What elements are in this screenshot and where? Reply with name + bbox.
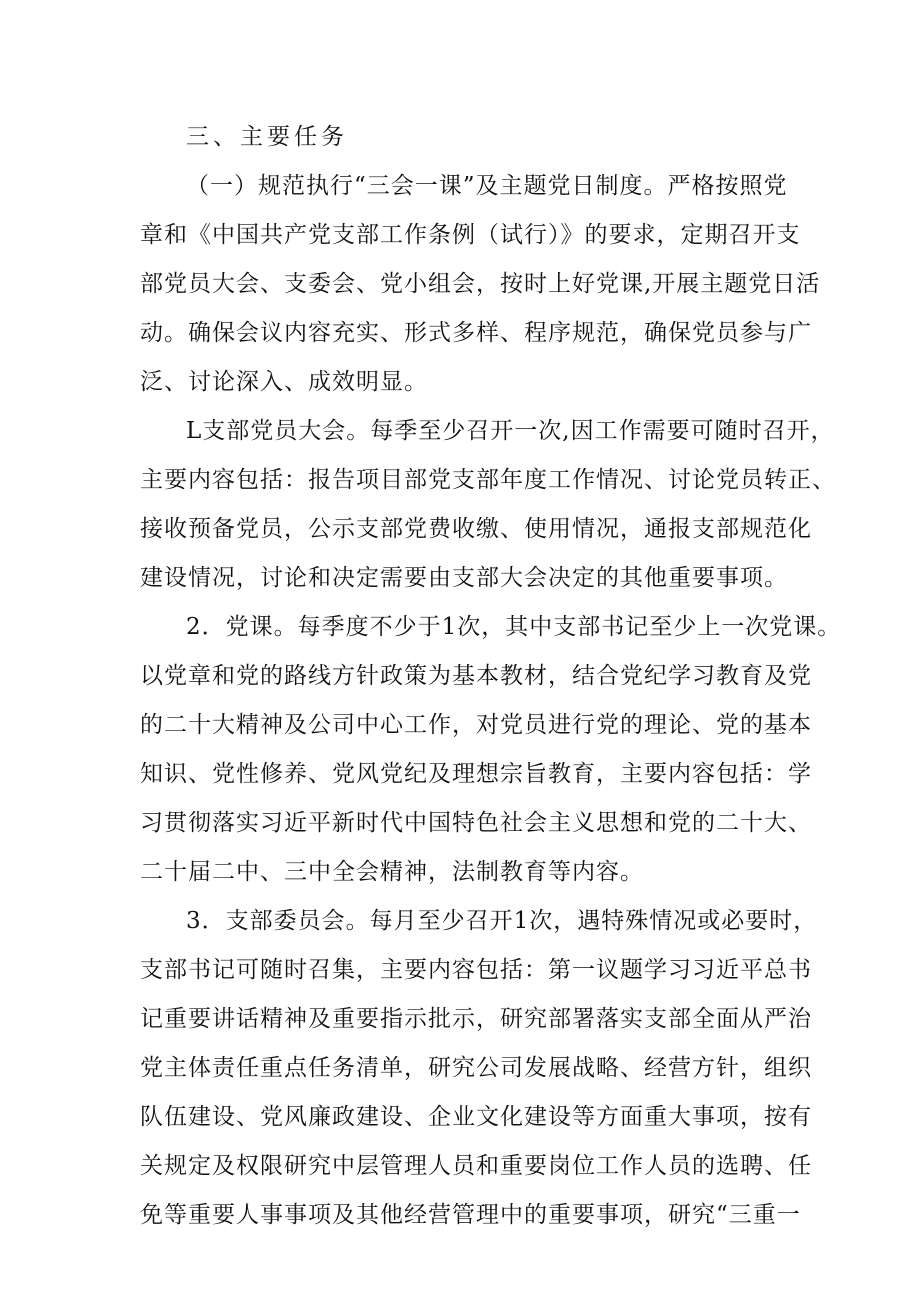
paragraph-line: 2．党课。每季度不少于1次，其中支部书记至少上一次党课。 <box>186 614 842 640</box>
paragraph-line: 习贯彻落实习近平新时代中国特色社会主义思想和党的二十大、 <box>140 810 812 836</box>
paragraph-line: 主要内容包括：报告项目部党支部年度工作情况、讨论党员转正、 <box>140 467 836 493</box>
paragraph-line: 以党章和党的路线方针政策为基本教材，结合党纪学习教育及党 <box>140 663 812 689</box>
paragraph-line: 记重要讲话精神及重要指示批示，研究部署落实支部全面从严治 <box>140 1006 812 1032</box>
paragraph-line: 的二十大精神及公司中心工作，对党员进行党的理论、党的基本 <box>140 712 812 738</box>
paragraph-line: 动。确保会议内容充实、形式多样、程序规范，确保党员参与广 <box>140 320 812 346</box>
paragraph-line: 队伍建设、党风廉政建设、企业文化建设等方面重大事项，按有 <box>140 1104 812 1130</box>
paragraph-line: 3．支部委员会。每月至少召开1次，遇特殊情况或必要时， <box>186 908 818 934</box>
paragraph-line: 接收预备党员，公示支部党费收缴、使用情况，通报支部规范化 <box>140 516 812 542</box>
paragraph-line: L支部党员大会。每季至少召开一次,因工作需要可随时召开， <box>186 418 835 444</box>
paragraph-line: 关规定及权限研究中层管理人员和重要岗位工作人员的选聘、任 <box>140 1153 812 1179</box>
section-heading: 三、主要任务 <box>186 124 348 150</box>
paragraph-line: 章和《中国共产党支部工作条例（试行）》的要求，定期召开支 <box>140 222 801 248</box>
paragraph-line: 免等重要人事事项及其他经营管理中的重要事项，研究“三重一 <box>140 1202 801 1228</box>
paragraph-line: 泛、讨论深入、成效明显。 <box>140 369 428 395</box>
paragraph-line: 知识、党性修养、党风党纪及理想宗旨教育，主要内容包括：学 <box>140 761 812 787</box>
paragraph-line: 党主体责任重点任务清单，研究公司发展战略、经营方针，组织 <box>140 1055 812 1081</box>
paragraph-line: 部党员大会、支委会、党小组会，按时上好党课,开展主题党日活 <box>140 271 821 297</box>
paragraph-line: 建设情况，讨论和决定需要由支部大会决定的其他重要事项。 <box>140 565 788 591</box>
paragraph-line: 支部书记可随时召集，主要内容包括：第一议题学习习近平总书 <box>140 957 812 983</box>
paragraph-line: （一）规范执行“三会一课”及主题党日制度。严格按照党 <box>186 173 788 199</box>
paragraph-line: 二十届二中、三中全会精神，法制教育等内容。 <box>140 859 644 885</box>
